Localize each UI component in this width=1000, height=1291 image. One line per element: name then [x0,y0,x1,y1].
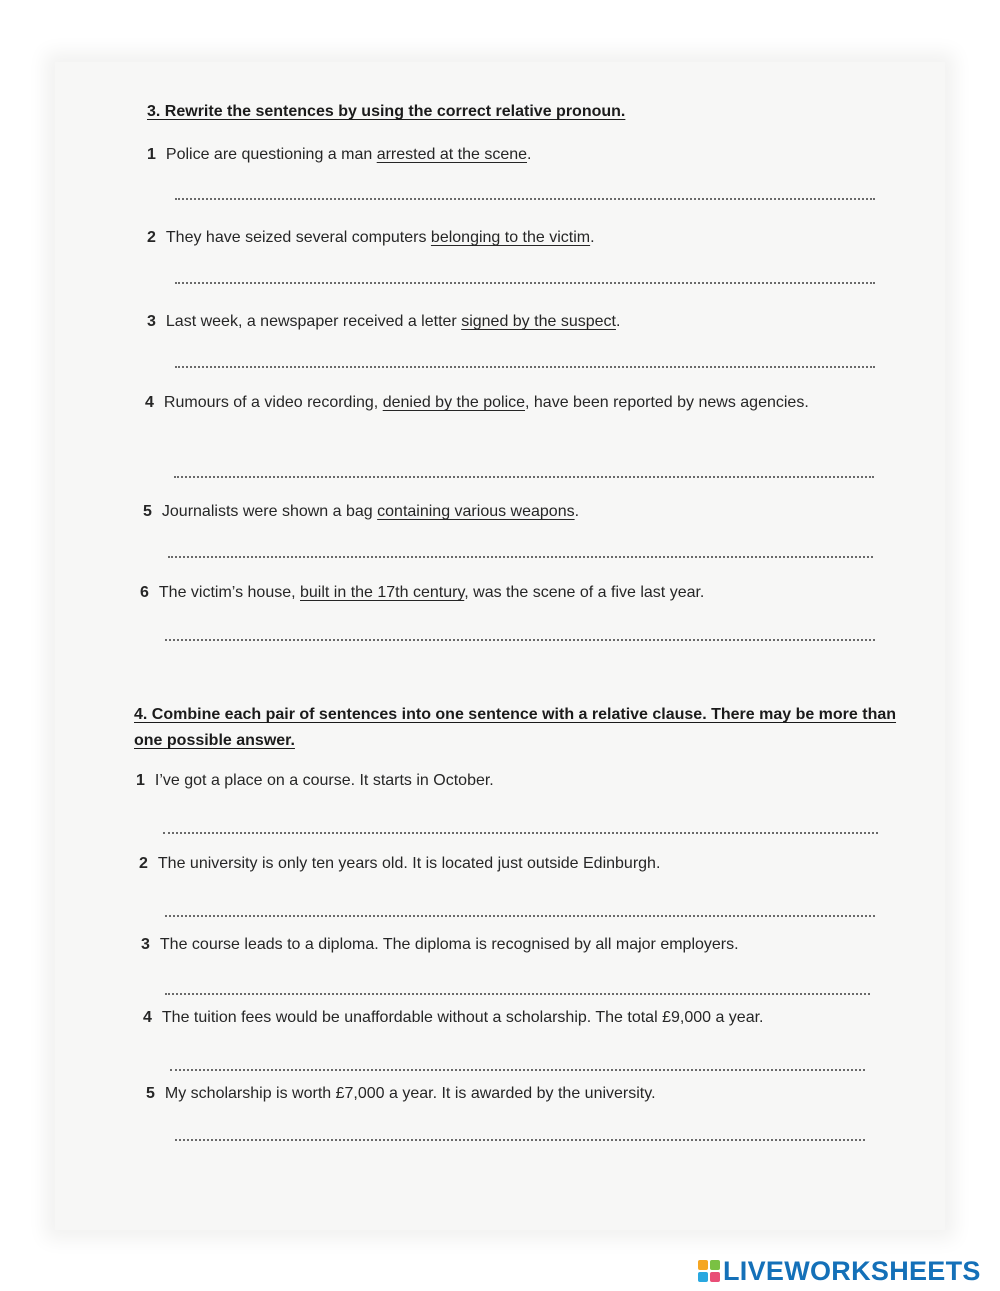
item-number: 1 [147,146,156,163]
s4-item-2 [139,851,660,876]
item-number: 3 [147,313,156,330]
item-number: 5 [146,1085,155,1102]
item-number: 4 [145,394,154,411]
item-text: Journalists were shown a bag [161,503,378,520]
item-text-end: . [615,313,621,330]
item-text-end: . [590,229,595,246]
item-text: The course leads to a diploma. The diploma is recognised by all major employers. [159,936,739,953]
item-number: 5 [143,503,152,520]
s4-answer-1[interactable] [163,814,878,834]
logo-square-icon [698,1260,708,1270]
item-underlined-phrase: belonging to the victim [430,229,591,246]
item-text: They have seized several computers [165,229,431,246]
section-4-title: 4. Combine each pair of sentences into one sentence with a relative clause. There may be more than one possible answer. [134,706,897,749]
item-text: Last week, a newspaper received a letter [165,313,462,330]
item-text-end: , have been reported by news agencies. [525,394,809,411]
item-underlined-phrase: denied by the police [382,394,526,411]
s4-answer-3[interactable] [165,975,870,995]
item-number: 1 [136,772,145,789]
logo-square-icon [710,1260,720,1270]
s4-item-3 [141,932,739,957]
item-underlined-phrase: containing various weapons [377,503,575,520]
item-text-end: . [527,146,532,163]
s3-answer-2[interactable] [175,264,875,284]
s4-answer-5[interactable] [175,1121,865,1141]
liveworksheets-wordmark: LIVEWORKSHEETS [723,1255,981,1286]
item-text: The victim’s house, [158,584,300,601]
item-underlined-phrase: signed by the suspect [461,313,616,330]
s3-item-5 [143,499,579,524]
s3-answer-4[interactable] [174,458,874,478]
logo-square-icon [698,1272,708,1282]
s3-item-3 [147,309,620,334]
item-text-end: . [574,503,580,520]
item-text: My scholarship is worth £7,000 a year. It is awarded by the university. [164,1085,656,1102]
s3-answer-3[interactable] [175,348,875,368]
s3-item-6 [140,580,704,605]
liveworksheets-logo[interactable] [698,1254,981,1288]
item-text-end: , was the scene of a five last year. [464,584,705,601]
s3-answer-6[interactable] [165,621,875,641]
s4-item-4 [143,1005,764,1030]
item-number: 2 [147,229,156,246]
s3-answer-5[interactable] [168,538,873,558]
s3-item-2 [147,225,595,250]
liveworksheets-logo-icon [698,1260,720,1282]
item-underlined-phrase: built in the 17th century [300,584,465,601]
logo-square-icon [710,1272,720,1282]
item-text: The tuition fees would be unaffordable without a scholarship. The total £9,000 a year. [161,1009,764,1026]
item-text: The university is only ten years old. It is located just outside Edinburgh. [157,855,661,872]
s3-item-1 [147,142,531,167]
item-number: 6 [140,584,149,601]
item-text: Police are questioning a man [165,146,377,163]
s4-item-5 [146,1081,656,1106]
s3-answer-1[interactable] [175,180,875,200]
s4-answer-2[interactable] [165,897,875,917]
item-text: I’ve got a place on a course. It starts in October. [154,772,494,789]
s3-item-4 [145,390,855,415]
item-text: Rumours of a video recording, [163,394,383,411]
section-3-title: 3. Rewrite the sentences by using the correct relative pronoun. [147,103,626,120]
s4-item-1 [136,768,494,793]
item-underlined-phrase: arrested at the scene [376,146,528,163]
item-number: 3 [141,936,150,953]
item-number: 4 [143,1009,152,1026]
item-number: 2 [139,855,148,872]
s4-answer-4[interactable] [170,1051,865,1071]
